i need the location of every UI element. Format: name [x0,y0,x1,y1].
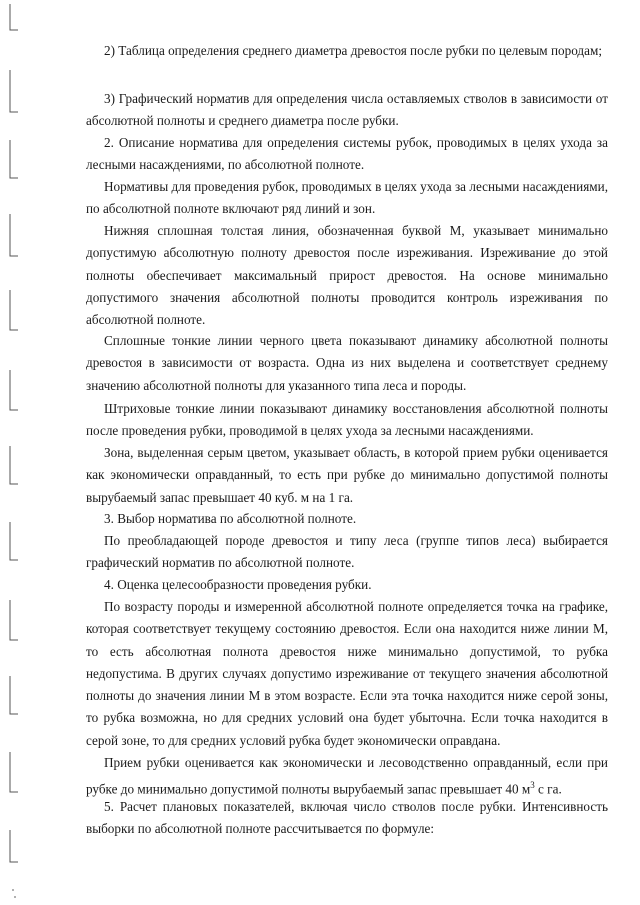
paragraph-14 [86,796,608,841]
paragraph-4-text: Нормативы для проведения рубок, проводимых в целях ухода за лесными насаждениями, по абсолютной полноте включают ряд линий и зон. [86,179,608,217]
paragraph-7-text: Штриховые тонкие линии показывают динамику восстановления абсолютной полноты после проведения рубки, проводимой в целях ухода за лесными насаждениями. [86,401,608,439]
paragraph-3-text: 2. Описание норматива для определения системы рубок, проводимых в целях ухода за лесными насаждениями, по абсолютной полноте. [86,135,608,173]
paragraph-8-text: Зона, выделенная серым цветом, указывает область, в которой прием рубки оценивается как экономически оправданный, то есть при рубке до минимально допустимой полноты вырубаемый запас превышает 40 куб. м на 1 га. [86,445,608,505]
paragraph-12-text: По возрасту породы и измеренной абсолютной полноте определяется точка на графике, которая соответствует текущему состоянию древостоя. Если она находится ниже линии М, то есть абсолютная полнота древостоя ниже минимально допустимой, то рубка недопустима. В других случаях допустимо изреживание от текущего значения абсолютной полноты до значения линии М в этом возрасте. Если эта точка находится ниже серой зоны, то рубка возможна, но для средних условий она будет убыточна. Если точка находится в серой зоне, то для средних условий рубка будет экономически оправдана. [86,599,608,748]
paragraph-5 [86,220,608,331]
paragraph-2 [86,88,608,133]
paragraph-13 [86,752,608,801]
paragraph-12 [86,596,608,752]
paragraph-1-text: 2) Таблица определения среднего диаметра древостоя после рубки по целевым породам; [104,43,602,58]
paragraph-10-text: По преобладающей породе древостоя и типу леса (группе типов леса) выбирается графический норматив по абсолютной полноте. [86,533,608,571]
paragraph-6-text: Сплошные тонкие линии черного цвета показывают динамику абсолютной полноты древостоя в зависимости от возраста. Одна из них выделена и соответствует среднему значению абсолютной полноты для указанного типа леса и породы. [86,333,608,393]
paragraph-13-tail: с га. [534,781,562,797]
paragraph-2-text: 3) Графический норматив для определения числа оставляемых стволов в зависимости от абсолютной полноты и среднего диаметра после рубки. [86,91,608,129]
paragraph-5-text: Нижняя сплошная толстая линия, обозначенная буквой М, указывает минимально допустимую абсолютную полноту древостоя после изреживания. Изреживание до этой полноты обеспечивает максимальный прирост древостоя. На основе минимально допустимого значения абсолютной полноты проводится контроль изреживания по абсолютной полноте. [86,223,608,328]
paragraph-11 [86,574,608,596]
paragraph-10 [86,530,608,575]
paragraph-3 [86,132,608,177]
paragraph-8 [86,442,608,509]
paragraph-11-text: 4. Оценка целесообразности проведения рубки. [104,577,372,592]
paragraph-14-text: 5. Расчет плановых показателей, включая число стволов после рубки. Интенсивность выборки по абсолютной полноте рассчитывается по формуле: [86,799,608,837]
paragraph-9-text: 3. Выбор норматива по абсолютной полноте. [104,511,357,526]
paragraph-13-text: Прием рубки оценивается как экономически и лесоводственно оправданный, если при рубке до минимально допустимой полноты вырубаемый запас превышает 40 м [86,755,608,797]
binding-marks [0,0,36,905]
paragraph-1 [86,40,608,62]
paragraph-7 [86,398,608,443]
paragraph-6 [86,330,608,397]
paragraph-4 [86,176,608,221]
superscript-cubed: 3 [530,780,535,791]
paragraph-9 [86,508,608,530]
